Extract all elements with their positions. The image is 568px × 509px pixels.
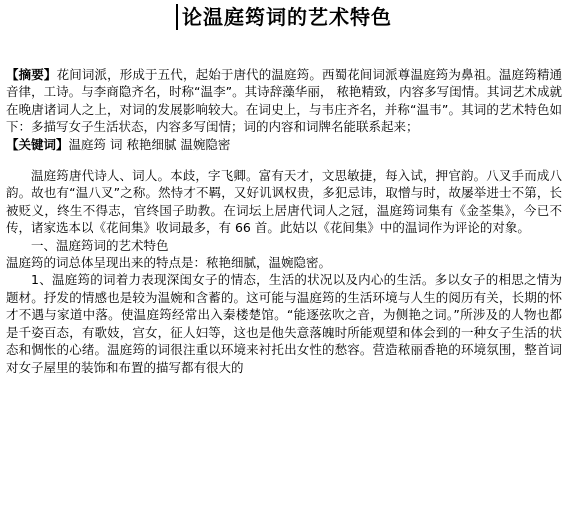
keywords-text: 温庭筠 词 秾艳细腻 温婉隐密 (68, 136, 231, 152)
paragraph-gap (6, 153, 562, 167)
point-1-paragraph: 1、温庭筠的词着力表现深闺女子的情态，生活的状况以及内心的生活。多以女子的相思之情为题材。抒发的情感也是较为温婉和含蓄的。这可能与温庭筠的生活环境与人生的阅历有关，长期的怀才不遇与家道中落。使温庭筠经常出入秦楼楚馆。“能逐弦吹之音，为侧艳之词。”所涉及的人物也都是千姿百态，有歌妓，宫女，征人妇等，这也是他失意落魄时所能观望和体会到的一种女子生活的状态和惆怅的心绪。温庭筠的词很注重以环境来衬托出女性的愁容。营造秾丽香艳的环境氛围，整首词对女子屋里的装饰和布置的描写都有很大的 (6, 272, 562, 375)
document-title: 论温庭筠词的艺术特色 (176, 4, 392, 30)
section-heading: 一、温庭筠词的艺术特色 (31, 237, 169, 253)
abstract-text: 花间词派，形成于五代，起始于唐代的温庭筠。西蜀花间词派尊温庭筠为鼻祖。温庭筠精通音律，工诗。与李商隐齐名，时称“温李”。其诗辞藻华丽， 秾艳精致，内容多写闺情。其词艺术成就在晚唐诸词人之上，对词的发展影响较大。在词史上，与韦庄齐名，并称“温韦”。其词的艺术特色如下：多描写女子生活状态，内容多写闺情；词的内容和词牌名能联系起来； (6, 67, 562, 135)
abstract-paragraph (6, 66, 562, 136)
keywords-paragraph (6, 136, 562, 153)
keywords-label: 【关键词】 (6, 136, 69, 152)
summary-paragraph: 温庭筠的词总体呈现出来的特点是：秾艳细腻，温婉隐密。 (6, 255, 332, 271)
document-body (6, 66, 562, 376)
title-area (0, 4, 568, 30)
abstract-label: 【摘要】 (6, 67, 57, 82)
intro-paragraph: 温庭筠唐代诗人、词人。本歧，字飞卿。富有天才，文思敏捷，每入试，押官韵。八叉手而成八韵。故也有“温八叉”之称。然恃才不羁，又好讥讽权贵，多犯忌讳，取憎与时，故屡举进士不第，长被贬义，终生不得志，官终国子助教。在词坛上居唐代词人之冠，温庭筠词集有《金荃集》，今已不传，诸家选本以《花间集》收词最多，有 66 首。此姑以《花间集》中的温词作为评论的对象。 (6, 168, 562, 236)
